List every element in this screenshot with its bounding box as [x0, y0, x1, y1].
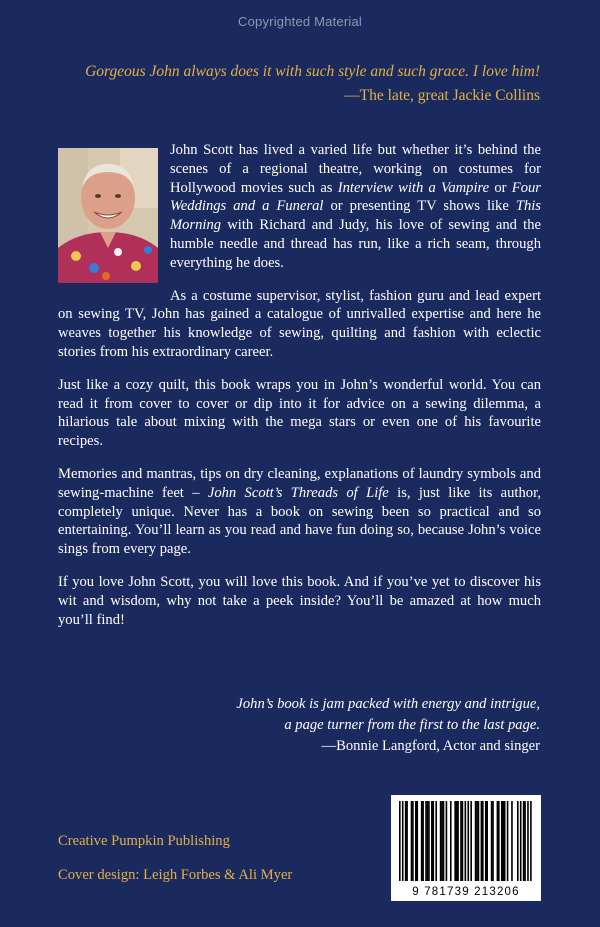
p1-text-d: with Richard and Judy, his love of sewing and the humble needle and thread has run, like a rich seam, through everything he does. [170, 217, 541, 271]
p1-text-a: John Scott has lived a varied life but whether it’s behind the scenes of a regional theatre, working on costumes for Hollywood movies such as [170, 142, 541, 196]
barcode-bar [460, 801, 462, 881]
barcode-bar [440, 801, 442, 881]
barcode-bar [406, 801, 408, 881]
barcode-bar [476, 801, 478, 881]
barcode-bar [498, 801, 500, 881]
watermark: Copyrighted Material [238, 14, 362, 29]
barcode-bar [446, 801, 448, 881]
p1-text-c: or presenting TV shows like [323, 198, 516, 215]
barcode-bar [501, 801, 503, 881]
barcode-bar [427, 801, 429, 881]
barcode-bar [428, 801, 430, 881]
blurb-paragraph-2: As a costume supervisor, stylist, fashion guru and lead expert on sewing TV, John has gained a catalogue of unrivalled expertise and here he weaves together his knowledge of sewing, quilting and fashion with eclectic stories from his extraordinary career. [58, 287, 541, 360]
top-quote [30, 60, 540, 108]
barcode-bar [462, 801, 464, 881]
bottom-quote-attribution: —Bonnie Langford, Actor and singer [321, 738, 540, 754]
p1-text-b: or [489, 179, 512, 196]
barcode-bar [485, 801, 487, 881]
barcode-bar [433, 801, 435, 881]
barcode-bar [415, 801, 417, 881]
barcode-bar [425, 801, 427, 881]
blurb [58, 141, 541, 643]
blurb-paragraph-1 [58, 141, 541, 273]
p4-title-1: John Scott’s Threads of Life [207, 484, 389, 501]
barcode-bar [422, 801, 424, 881]
barcode-bar [470, 801, 472, 881]
barcode-number: 9 781739 213206 [412, 886, 520, 898]
barcode [391, 795, 541, 901]
barcode-bar [478, 801, 480, 881]
barcode-bar [441, 801, 443, 881]
bottom-quote-line-2: a page turner from the first to the last page. [284, 717, 540, 733]
bottom-quote [58, 694, 540, 757]
barcode-bar [486, 801, 488, 881]
barcode-bar [497, 801, 499, 881]
barcode-bar [492, 801, 494, 881]
barcode-bar [520, 801, 522, 881]
barcode-bar [491, 801, 493, 881]
barcode-bar [475, 801, 477, 881]
barcode-bar [530, 801, 532, 881]
barcode-bar [402, 801, 404, 881]
blurb-paragraph-5: If you love John Scott, you will love this book. And if you’ve yet to discover his wit and wisdom, why not take a peek inside? You’ll be amazed at how much you’ll find! [58, 573, 541, 628]
barcode-bar [481, 801, 483, 881]
blurb-paragraph-4 [58, 465, 541, 559]
barcode-bar [523, 801, 525, 881]
barcode-bar [502, 801, 504, 881]
barcode-bar [450, 801, 452, 881]
p1-title-2: Four Weddings and a Funeral [170, 179, 541, 215]
publisher: Creative Pumpkin Publishing [58, 833, 230, 849]
barcode-bar [456, 801, 458, 881]
barcode-bar [482, 801, 484, 881]
barcode-bar [511, 801, 513, 881]
barcode-bar [405, 801, 407, 881]
p4-text-b: is, just like its author, completely unique. Never has a book on sewing been so practical and so entertaining. You’ll learn as you read and have fun doing so, because John’s voice sings from every page. [58, 484, 542, 558]
bottom-quote-line-1: John’s book is jam packed with energy and intrigue, [236, 696, 540, 712]
barcode-bar [421, 801, 423, 881]
barcode-bar [517, 801, 519, 881]
barcode-bar [443, 801, 445, 881]
barcode-bar [454, 801, 456, 881]
top-quote-attribution: —The late, great Jackie Collins [344, 87, 540, 104]
barcode-bars [391, 795, 541, 883]
barcode-bar [527, 801, 529, 881]
barcode-bar [416, 801, 418, 881]
barcode-bar [467, 801, 469, 881]
p1-title-1: Interview with a Vampire [337, 179, 490, 196]
barcode-bar [412, 801, 414, 881]
barcode-bar [431, 801, 433, 881]
barcode-bar [507, 801, 509, 881]
barcode-bar [457, 801, 459, 881]
barcode-bar [399, 801, 401, 881]
barcode-bar [411, 801, 413, 881]
barcode-bar [504, 801, 506, 881]
blurb-paragraph-3: Just like a cozy quilt, this book wraps you in John’s wonderful world. You can read it from cover to cover or dip into it for advice on a sewing dilemma, a hilarious tale about mixing with the mega stars or even one of his favourite recipes. [58, 376, 541, 450]
p1-title-3: This Morning [170, 198, 541, 234]
p4-text-a: Memories and mantras, tips on dry cleaning, explanations of laundry symbols and sewing-machine feet – [58, 465, 541, 501]
barcode-bar [465, 801, 467, 881]
barcode-bar [435, 801, 437, 881]
top-quote-text: Gorgeous John always does it with such style and such grace. I love him! [85, 63, 540, 80]
cover-design-credit: Cover design: Leigh Forbes & Ali Myer [58, 867, 293, 883]
barcode-bar [524, 801, 526, 881]
